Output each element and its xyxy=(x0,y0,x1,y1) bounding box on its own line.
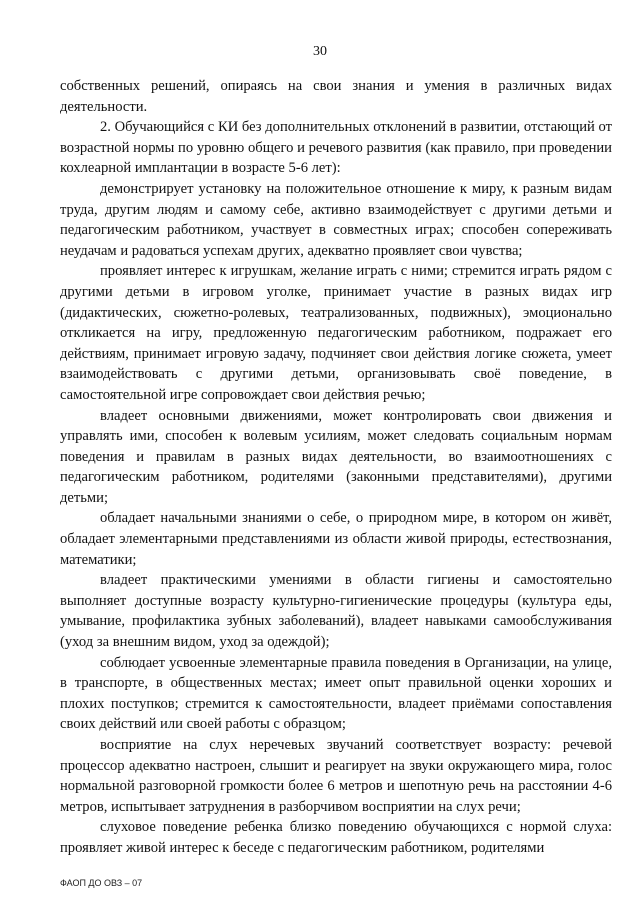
paragraph-rules-of-behavior: соблюдает усвоенные элементарные правила поведения в Организации, на улице, в транспорте, в общественных местах; имеет опыт правильной оценки хороших и плохих поступков; стремится к самостоятельности, владеет приёмами сопоставления своих действий или своей работы с образцом; xyxy=(60,654,612,733)
page-number: 30 xyxy=(313,44,327,59)
paragraph-play-interest: проявляет интерес к игрушкам, желание играть с ними; стремится играть рядом с другими детьми в игровом уголке, принимает участие в разных видах игр (дидактических, сюжетно-ролевых, театрализованных, подвижных), эмоционально откликается на игру, предложенную педагогическим работником, подражает его действиям, принимает игровую задачу, подчиняет свои действия логике сюжета, умеет взаимодействовать с другими детьми, организовывать своё поведение, в самостоятельной игре сопровождает свои действия речью; xyxy=(60,263,612,403)
paragraph-auditory-behavior: слуховое поведение ребенка близко поведению обучающихся с нормой слуха: проявляет живой интерес к беседе с педагогическим работником, родителями xyxy=(60,819,612,856)
paragraph-hygiene: владеет практическими умениями в области гигиены и самостоятельно выполняет доступные возрасту культурно-гигиенические процедуры (культура еды, умывание, профилактика зубных заболеваний), владеет навыками самообслуживания (уход за внешним видом, уход за одеждой); xyxy=(60,572,612,651)
paragraph-knowledge: обладает начальными знаниями о себе, о природном мире, в котором он живёт, обладает элементарными представлениями из области живой природы, естествознания, математики; xyxy=(60,510,612,568)
paragraph-continuation: собственных решений, опираясь на свои знания и умения в различных видах деятельности. xyxy=(60,78,612,115)
document-body xyxy=(60,76,612,859)
document-footer: ФАОП ДО ОВЗ – 07 xyxy=(60,878,143,888)
paragraph-movements: владеет основными движениями, может контролировать свои движения и управлять ими, способен к волевым усилиям, может следовать социальным нормам поведения и правилам в разных видах деятельности, во взаимоотношениях с педагогическим работником, родителями (законными представителями), другими детьми; xyxy=(60,407,612,506)
paragraph-auditory-perception: восприятие на слух неречевых звучаний соответствует возрасту: речевой процессор адекватно настроен, слышит и реагирует на звуки окружающего мира, голос нормальной разговорной громкости более 6 метров и шепотную речь на расстоянии 4-6 метров, испытывает затруднения в разборчивом восприятии на слух речи; xyxy=(60,737,612,815)
paragraph-attitude: демонстрирует установку на положительное отношение к миру, к разным видам труда, другим людям и самому себе, активно взаимодействует с другими детьми и педагогическим работником, участвует в совместных играх; способен сопереживать неудачам и радоваться успехам других, адекватно проявляет свои чувства; xyxy=(60,180,612,259)
paragraph-item-2-heading: 2. Обучающийся с КИ без дополнительных отклонений в развитии, отстающий от возрастной нормы по уровню общего и речевого развития (как правило, при проведении кохлеарной имплантации в возрасте 5-6 лет): xyxy=(60,119,612,177)
